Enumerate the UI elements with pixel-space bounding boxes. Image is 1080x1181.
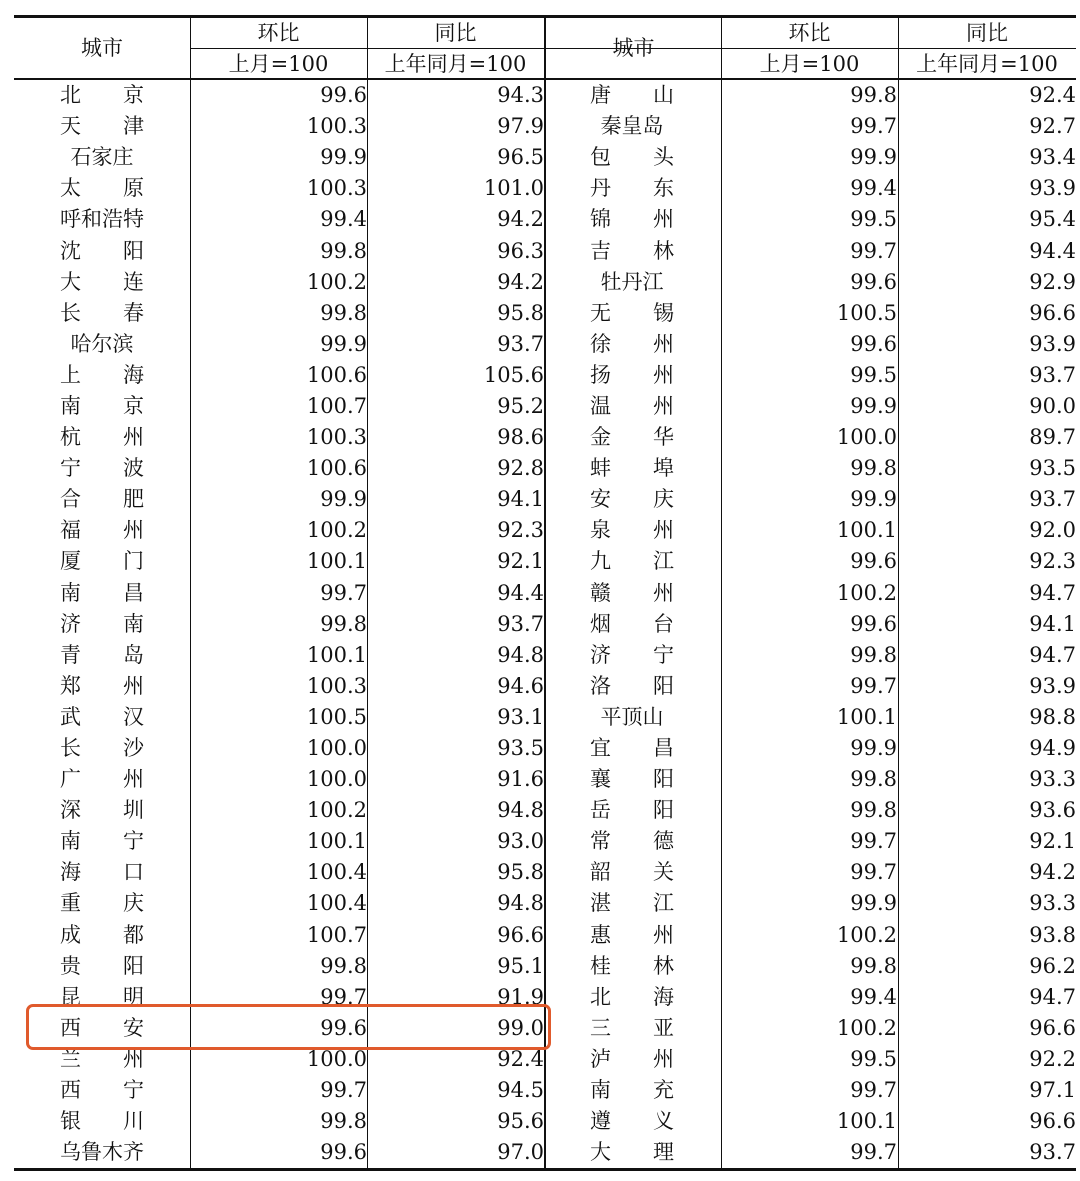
mom-value-cell: 100.0 [836, 425, 897, 450]
header-yoy-right: 同比 [966, 21, 1008, 45]
yoy-value-cell: 96.6 [1029, 1015, 1076, 1040]
mom-value-cell: 100.1 [836, 1109, 897, 1134]
mom-value-cell: 99.8 [850, 83, 897, 108]
yoy-value-cell: 93.3 [1029, 767, 1076, 792]
mom-value-cell: 100.3 [306, 114, 367, 139]
header-mom-left: 环比 [257, 21, 300, 45]
table-row [14, 826, 1076, 857]
mom-value-cell: 99.6 [320, 1140, 367, 1165]
yoy-value-cell: 99.0 [497, 1015, 544, 1040]
yoy-value-cell: 96.5 [497, 145, 544, 170]
table-row [14, 142, 1076, 173]
yoy-value-cell: 92.3 [1029, 549, 1076, 574]
city-name-cell: 唐 山 [590, 83, 674, 108]
table-row [14, 546, 1076, 577]
city-name-cell: 三 亚 [590, 1015, 674, 1040]
yoy-value-cell: 92.4 [1029, 83, 1076, 108]
mom-value-cell: 100.4 [306, 891, 367, 916]
yoy-value-cell: 105.6 [483, 362, 544, 387]
city-name-cell: 扬 州 [590, 362, 674, 387]
mom-value-cell: 99.5 [850, 362, 897, 387]
city-name-cell: 上 海 [60, 362, 144, 387]
city-name-cell: 平顶山 [600, 704, 664, 729]
city-name-cell: 南 宁 [60, 829, 144, 854]
header-city-right: 城市 [612, 36, 655, 60]
yoy-value-cell: 94.8 [497, 891, 544, 916]
mom-value-cell: 99.7 [320, 1078, 367, 1103]
mom-value-cell: 100.2 [836, 922, 897, 947]
header-mom-right: 环比 [788, 21, 831, 45]
yoy-value-cell: 93.5 [1029, 456, 1076, 481]
mom-value-cell: 99.7 [850, 829, 897, 854]
table-row [14, 702, 1076, 733]
header-mom-base-right: 上月=100 [759, 52, 860, 76]
mom-value-cell: 100.2 [306, 269, 367, 294]
city-name-cell: 宜 昌 [590, 736, 674, 761]
table-row [14, 484, 1076, 515]
mom-value-cell: 99.6 [320, 1015, 367, 1040]
mom-value-cell: 100.1 [836, 704, 897, 729]
yoy-value-cell: 92.0 [1029, 518, 1076, 543]
table-row [14, 111, 1076, 142]
header-yoy-base-left: 上年同月=100 [384, 52, 527, 76]
city-name-cell: 西 宁 [60, 1078, 144, 1103]
city-name-cell: 湛 江 [590, 891, 674, 916]
yoy-value-cell: 93.7 [1029, 362, 1076, 387]
mom-value-cell: 99.9 [320, 487, 367, 512]
yoy-value-cell: 95.1 [497, 953, 544, 978]
mom-value-cell: 99.9 [850, 736, 897, 761]
table-row [14, 640, 1076, 671]
city-name-cell: 襄 阳 [590, 767, 674, 792]
yoy-value-cell: 93.6 [1029, 798, 1076, 823]
city-name-cell: 呼和浩特 [60, 207, 144, 232]
city-name-cell: 韶 关 [590, 860, 674, 885]
mom-value-cell: 100.5 [306, 704, 367, 729]
city-name-cell: 温 州 [590, 393, 674, 418]
yoy-value-cell: 92.7 [1029, 114, 1076, 139]
table-row [14, 235, 1076, 266]
table-row [14, 764, 1076, 795]
yoy-value-cell: 93.9 [1029, 331, 1076, 356]
yoy-value-cell: 92.9 [1029, 269, 1076, 294]
mom-value-cell: 100.3 [306, 673, 367, 698]
mom-value-cell: 99.9 [320, 331, 367, 356]
yoy-value-cell: 92.4 [497, 1046, 544, 1071]
table-row [14, 173, 1076, 204]
city-name-cell: 广 州 [60, 767, 144, 792]
mom-value-cell: 100.3 [306, 425, 367, 450]
yoy-value-cell: 94.2 [497, 269, 544, 294]
city-name-cell: 丹 东 [590, 176, 674, 201]
table-row [14, 80, 1076, 111]
table-row [14, 329, 1076, 360]
yoy-value-cell: 93.7 [497, 611, 544, 636]
yoy-value-cell: 92.2 [1029, 1046, 1076, 1071]
city-name-cell: 烟 台 [590, 611, 674, 636]
city-name-cell: 徐 州 [590, 331, 674, 356]
table-row [14, 453, 1076, 484]
mom-value-cell: 99.9 [320, 145, 367, 170]
table-row [14, 857, 1076, 888]
yoy-value-cell: 94.7 [1029, 580, 1076, 605]
mom-value-cell: 99.9 [850, 891, 897, 916]
table-row [14, 515, 1076, 546]
yoy-value-cell: 94.7 [1029, 642, 1076, 667]
yoy-value-cell: 93.7 [497, 331, 544, 356]
yoy-value-cell: 97.9 [497, 114, 544, 139]
yoy-value-cell: 93.4 [1029, 145, 1076, 170]
city-name-cell: 杭 州 [60, 425, 144, 450]
city-name-cell: 福 州 [60, 518, 144, 543]
yoy-value-cell: 95.2 [497, 393, 544, 418]
mom-value-cell: 99.6 [320, 83, 367, 108]
mom-value-cell: 99.8 [850, 798, 897, 823]
city-name-cell: 昆 明 [60, 984, 144, 1009]
yoy-value-cell: 90.0 [1029, 393, 1076, 418]
yoy-value-cell: 94.7 [1029, 984, 1076, 1009]
yoy-value-cell: 95.8 [497, 300, 544, 325]
yoy-value-cell: 93.7 [1029, 487, 1076, 512]
city-name-cell: 重 庆 [60, 891, 144, 916]
yoy-value-cell: 95.8 [497, 860, 544, 885]
city-name-cell: 乌鲁木齐 [60, 1140, 144, 1165]
city-name-cell: 金 华 [590, 425, 674, 450]
yoy-value-cell: 94.2 [1029, 860, 1076, 885]
yoy-value-cell: 95.4 [1029, 207, 1076, 232]
mom-value-cell: 100.2 [306, 798, 367, 823]
city-name-cell: 无 锡 [590, 300, 674, 325]
mom-value-cell: 99.8 [850, 642, 897, 667]
city-name-cell: 安 庆 [590, 487, 674, 512]
yoy-value-cell: 94.1 [1029, 611, 1076, 636]
header-city-left: 城市 [81, 36, 123, 60]
city-name-cell: 泉 州 [590, 518, 674, 543]
city-name-cell: 深 圳 [60, 798, 144, 823]
mom-value-cell: 99.7 [850, 1140, 897, 1165]
city-name-cell: 济 宁 [590, 642, 674, 667]
yoy-value-cell: 89.7 [1029, 425, 1076, 450]
city-name-cell: 兰 州 [60, 1046, 144, 1071]
city-name-cell: 常 德 [590, 829, 674, 854]
yoy-value-cell: 96.6 [1029, 1109, 1076, 1134]
table-row [14, 422, 1076, 453]
mom-value-cell: 99.8 [320, 1109, 367, 1134]
yoy-value-cell: 92.1 [1029, 829, 1076, 854]
yoy-value-cell: 93.8 [1029, 922, 1076, 947]
table-row [14, 267, 1076, 298]
city-name-cell: 武 汉 [60, 704, 144, 729]
mom-value-cell: 100.2 [836, 580, 897, 605]
table-row [14, 1106, 1076, 1137]
yoy-value-cell: 92.1 [497, 549, 544, 574]
yoy-value-cell: 94.5 [497, 1078, 544, 1103]
header-yoy-base-right: 上年同月=100 [916, 52, 1058, 76]
mom-value-cell: 100.3 [306, 176, 367, 201]
mom-value-cell: 99.4 [850, 176, 897, 201]
yoy-value-cell: 92.3 [497, 518, 544, 543]
yoy-value-cell: 94.3 [497, 83, 544, 108]
mom-value-cell: 99.6 [850, 611, 897, 636]
city-name-cell: 南 京 [60, 393, 144, 418]
mom-value-cell: 100.7 [306, 922, 367, 947]
mom-value-cell: 99.8 [850, 456, 897, 481]
yoy-value-cell: 95.6 [497, 1109, 544, 1134]
mom-value-cell: 99.8 [320, 300, 367, 325]
city-name-cell: 泸 州 [590, 1046, 674, 1071]
mom-value-cell: 99.8 [850, 953, 897, 978]
city-name-cell: 银 川 [60, 1109, 144, 1134]
mom-value-cell: 99.7 [850, 114, 897, 139]
mom-value-cell: 99.8 [320, 953, 367, 978]
mom-value-cell: 100.5 [836, 300, 897, 325]
mom-value-cell: 99.4 [850, 984, 897, 1009]
mom-value-cell: 100.0 [306, 1046, 367, 1071]
mom-value-cell: 100.7 [306, 393, 367, 418]
header-mom-base-left: 上月=100 [228, 52, 329, 76]
yoy-value-cell: 98.6 [497, 425, 544, 450]
table-row [14, 951, 1076, 982]
mom-value-cell: 100.0 [306, 736, 367, 761]
mom-value-cell: 99.7 [850, 860, 897, 885]
yoy-value-cell: 94.6 [497, 673, 544, 698]
table-row [14, 920, 1076, 951]
yoy-value-cell: 94.9 [1029, 736, 1076, 761]
city-name-cell: 遵 义 [590, 1109, 674, 1134]
yoy-value-cell: 98.8 [1029, 704, 1076, 729]
city-name-cell: 长 沙 [60, 736, 144, 761]
yoy-value-cell: 94.2 [497, 207, 544, 232]
mom-value-cell: 99.8 [320, 611, 367, 636]
city-name-cell: 西 安 [60, 1015, 144, 1040]
yoy-value-cell: 97.0 [497, 1140, 544, 1165]
city-name-cell: 洛 阳 [590, 673, 674, 698]
table-row [14, 298, 1076, 329]
mom-value-cell: 99.4 [320, 207, 367, 232]
table-row [14, 733, 1076, 764]
yoy-value-cell: 97.1 [1029, 1078, 1076, 1103]
mom-value-cell: 99.6 [850, 269, 897, 294]
city-name-cell: 牡丹江 [600, 269, 664, 294]
mom-value-cell: 99.6 [850, 331, 897, 356]
table-row [14, 578, 1076, 609]
yoy-value-cell: 94.4 [1029, 238, 1076, 263]
highlight-box-xian [26, 1004, 551, 1050]
city-name-cell: 济 南 [60, 611, 144, 636]
city-name-cell: 厦 门 [60, 549, 144, 574]
city-name-cell: 惠 州 [590, 922, 674, 947]
mom-value-cell: 100.2 [306, 518, 367, 543]
yoy-value-cell: 93.0 [497, 829, 544, 854]
city-name-cell: 桂 林 [590, 953, 674, 978]
city-name-cell: 蚌 埠 [590, 456, 674, 481]
yoy-value-cell: 94.4 [497, 580, 544, 605]
mom-value-cell: 100.6 [306, 456, 367, 481]
yoy-value-cell: 94.8 [497, 642, 544, 667]
yoy-value-cell: 92.8 [497, 456, 544, 481]
city-name-cell: 青 岛 [60, 642, 144, 667]
yoy-value-cell: 96.6 [497, 922, 544, 947]
city-name-cell: 赣 州 [590, 580, 674, 605]
city-name-cell: 石家庄 [70, 145, 134, 170]
city-name-cell: 南 昌 [60, 580, 144, 605]
city-name-cell: 南 充 [590, 1078, 674, 1103]
city-name-cell: 郑 州 [60, 673, 144, 698]
yoy-value-cell: 93.1 [497, 704, 544, 729]
mom-value-cell: 99.6 [850, 549, 897, 574]
mom-value-cell: 100.1 [306, 549, 367, 574]
yoy-value-cell: 93.3 [1029, 891, 1076, 916]
mom-value-cell: 99.9 [850, 145, 897, 170]
yoy-value-cell: 94.8 [497, 798, 544, 823]
city-name-cell: 成 都 [60, 922, 144, 947]
yoy-value-cell: 101.0 [483, 176, 544, 201]
mom-value-cell: 99.9 [850, 393, 897, 418]
city-name-cell: 九 江 [590, 549, 674, 574]
yoy-value-cell: 96.2 [1029, 953, 1076, 978]
mom-value-cell: 99.7 [850, 1078, 897, 1103]
yoy-value-cell: 96.3 [497, 238, 544, 263]
mom-value-cell: 100.4 [306, 860, 367, 885]
city-name-cell: 贵 阳 [60, 953, 144, 978]
city-name-cell: 包 头 [590, 145, 674, 170]
city-name-cell: 北 海 [590, 984, 674, 1009]
mom-value-cell: 99.7 [320, 984, 367, 1009]
yoy-value-cell: 93.9 [1029, 673, 1076, 698]
mom-value-cell: 100.1 [836, 518, 897, 543]
header-yoy-left: 同比 [434, 21, 477, 45]
yoy-value-cell: 91.9 [497, 984, 544, 1009]
mom-value-cell: 99.8 [850, 767, 897, 792]
mom-value-cell: 100.0 [306, 767, 367, 792]
city-name-cell: 天 津 [60, 114, 144, 139]
table-row [14, 888, 1076, 919]
yoy-value-cell: 93.9 [1029, 176, 1076, 201]
mom-value-cell: 100.1 [306, 642, 367, 667]
mom-value-cell: 99.7 [320, 580, 367, 605]
mom-value-cell: 99.7 [850, 238, 897, 263]
city-name-cell: 合 肥 [60, 487, 144, 512]
yoy-value-cell: 93.5 [497, 736, 544, 761]
city-name-cell: 北 京 [60, 83, 144, 108]
table-row [14, 795, 1076, 826]
city-name-cell: 大 连 [60, 269, 144, 294]
city-name-cell: 沈 阳 [60, 238, 144, 263]
table-row [14, 204, 1076, 235]
table-row [14, 360, 1076, 391]
table-row [14, 1075, 1076, 1106]
mom-value-cell: 100.2 [836, 1015, 897, 1040]
city-name-cell: 锦 州 [590, 207, 674, 232]
city-name-cell: 吉 林 [590, 238, 674, 263]
yoy-value-cell: 91.6 [497, 767, 544, 792]
city-name-cell: 秦皇岛 [600, 114, 664, 139]
yoy-value-cell: 94.1 [497, 487, 544, 512]
city-name-cell: 太 原 [60, 176, 144, 201]
mom-value-cell: 99.5 [850, 1046, 897, 1071]
city-name-cell: 长 春 [60, 300, 144, 325]
table-row [14, 671, 1076, 702]
city-name-cell: 岳 阳 [590, 798, 674, 823]
table-row [14, 609, 1076, 640]
mom-value-cell: 99.9 [850, 487, 897, 512]
mom-value-cell: 100.6 [306, 362, 367, 387]
mom-value-cell: 99.7 [850, 673, 897, 698]
table-row [14, 1137, 1076, 1168]
yoy-value-cell: 93.7 [1029, 1140, 1076, 1165]
city-name-cell: 海 口 [60, 860, 144, 885]
mom-value-cell: 99.8 [320, 238, 367, 263]
city-name-cell: 大 理 [590, 1140, 674, 1165]
city-name-cell: 哈尔滨 [70, 331, 134, 356]
table-row [14, 391, 1076, 422]
mom-value-cell: 99.5 [850, 207, 897, 232]
mom-value-cell: 100.1 [306, 829, 367, 854]
city-name-cell: 宁 波 [60, 456, 144, 481]
yoy-value-cell: 96.6 [1029, 300, 1076, 325]
